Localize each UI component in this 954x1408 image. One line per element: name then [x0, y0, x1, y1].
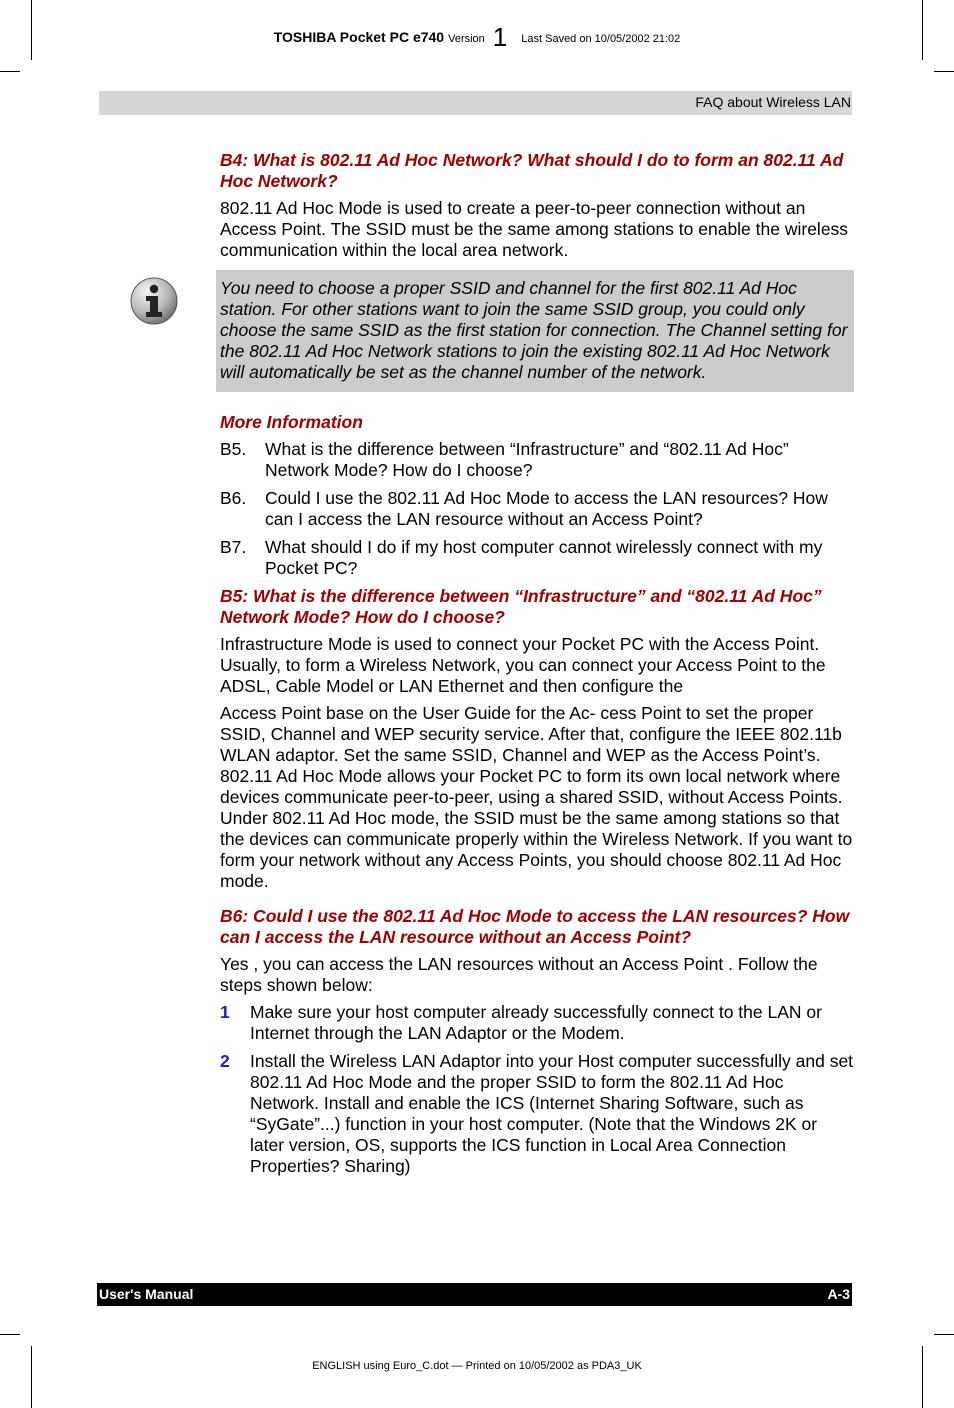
print-metadata-header: [0, 18, 954, 52]
b6-steps: [220, 1002, 854, 1177]
b4-note-box: You need to choose a proper SSID and channel for the first 802.11 Ad Hoc station. For other stations want to join the same SSID group, you could only choose the same SSID as the first station for connection. The Channel setting for the 802.11 Ad Hoc Network stations to join the existing 802.11 Ad Hoc Network will automatically be set as the channel number of the network.: [216, 270, 854, 392]
b4-heading: B4: What is 802.11 Ad Hoc Network? What should I do to form an 802.11 Ad Hoc Network?: [220, 150, 844, 191]
crop-mark-top-left-h: [0, 71, 20, 72]
product-name: TOSHIBA Pocket PC e740: [273, 29, 445, 45]
last-saved: Last Saved on 10/05/2002 21:02: [521, 33, 681, 45]
crop-mark-bottom-right-v: [922, 1346, 923, 1408]
list-item: B7. What should I do if my host computer cannot wirelessly connect with my Pocket PC?: [220, 537, 823, 578]
section-title: FAQ about Wireless LAN: [695, 94, 851, 110]
b4-body: 802.11 Ad Hoc Mode is used to create a peer-to-peer connection without an Access Point. The SSID must be the same among stations to enable the wireless communication within the local area network.: [220, 198, 849, 260]
b5-para2: Access Point base on the User Guide for the Ac- cess Point to set the proper SSID, Channel and WEP security service. After that, configure the IEEE 802.11b WLAN adaptor. Set the same SSID, Channel and WEP as the Access Point’s. 802.11 Ad Hoc Mode allows your Pocket PC to form its own local network where devices communicate peer-to-peer, using a shared SSID, without Access Points. Under 802.11 Ad Hoc mode, the SSID must be the same among stations so that the devices can communicate properly within the Wireless Network. If you want to form your network without any Access Points, you should choose 802.11 Ad Hoc mode.: [220, 703, 853, 891]
version-number: 1: [492, 22, 508, 52]
print-metadata-footer: ENGLISH using Euro_C.dot — Printed on 10/05/2002 as PDA3_UK: [312, 1360, 642, 1372]
list-item: B6. Could I use the 802.11 Ad Hoc Mode to access the LAN resources? How can I access the LAN resource without an Access Point?: [220, 488, 828, 529]
b5-heading: B5: What is the difference between “Infrastructure” and “802.11 Ad Hoc” Network Mode? How do I choose?: [220, 586, 822, 627]
info-icon: [129, 276, 179, 326]
version-label: Version: [448, 33, 485, 45]
page-number: A-3: [827, 1286, 850, 1302]
list-item: 1 Make sure your host computer already successfully connect to the LAN or Internet through the LAN Adaptor or the Modem.: [220, 1002, 822, 1043]
list-item: 2 Install the Wireless LAN Adaptor into your Host computer successfully and set 802.11 Ad Hoc Mode and the proper SSID to form the 802.11 Ad Hoc Network. Install and enable the ICS (Internet Sharing Software, such as “SyGate”...) function in your host computer. (Note that the Windows 2K or later version, OS, supports the ICS function in Local Area Connection Properties? Sharing): [220, 1051, 854, 1176]
manual-label: User's Manual: [99, 1286, 194, 1302]
more-info-list: [220, 439, 854, 579]
crop-mark-top-right-h: [934, 71, 954, 72]
crop-mark-bottom-left-h: [0, 1334, 20, 1335]
b6-intro: Yes , you can access the LAN resources without an Access Point . Follow the steps shown below:: [220, 954, 818, 995]
crop-mark-bottom-left-v: [31, 1346, 32, 1408]
b5-para1: Infrastructure Mode is used to connect your Pocket PC with the Access Point. Usually, to form a Wireless Network, you can connect your Access Point to the ADSL, Cable Model or LAN Ethernet and then configure the: [220, 634, 826, 696]
crop-mark-bottom-right-h: [934, 1334, 954, 1335]
footer-bar: [97, 1283, 852, 1306]
b6-heading: B6: Could I use the 802.11 Ad Hoc Mode to access the LAN resources? How can I access the LAN resource without an Access Point?: [220, 906, 850, 947]
page-content: [220, 150, 854, 1184]
more-info-heading: More Information: [220, 412, 363, 432]
section-header-bar: [99, 91, 852, 115]
list-item: B5. What is the difference between “Infrastructure” and “802.11 Ad Hoc” Network Mode? How do I choose?: [220, 439, 789, 480]
